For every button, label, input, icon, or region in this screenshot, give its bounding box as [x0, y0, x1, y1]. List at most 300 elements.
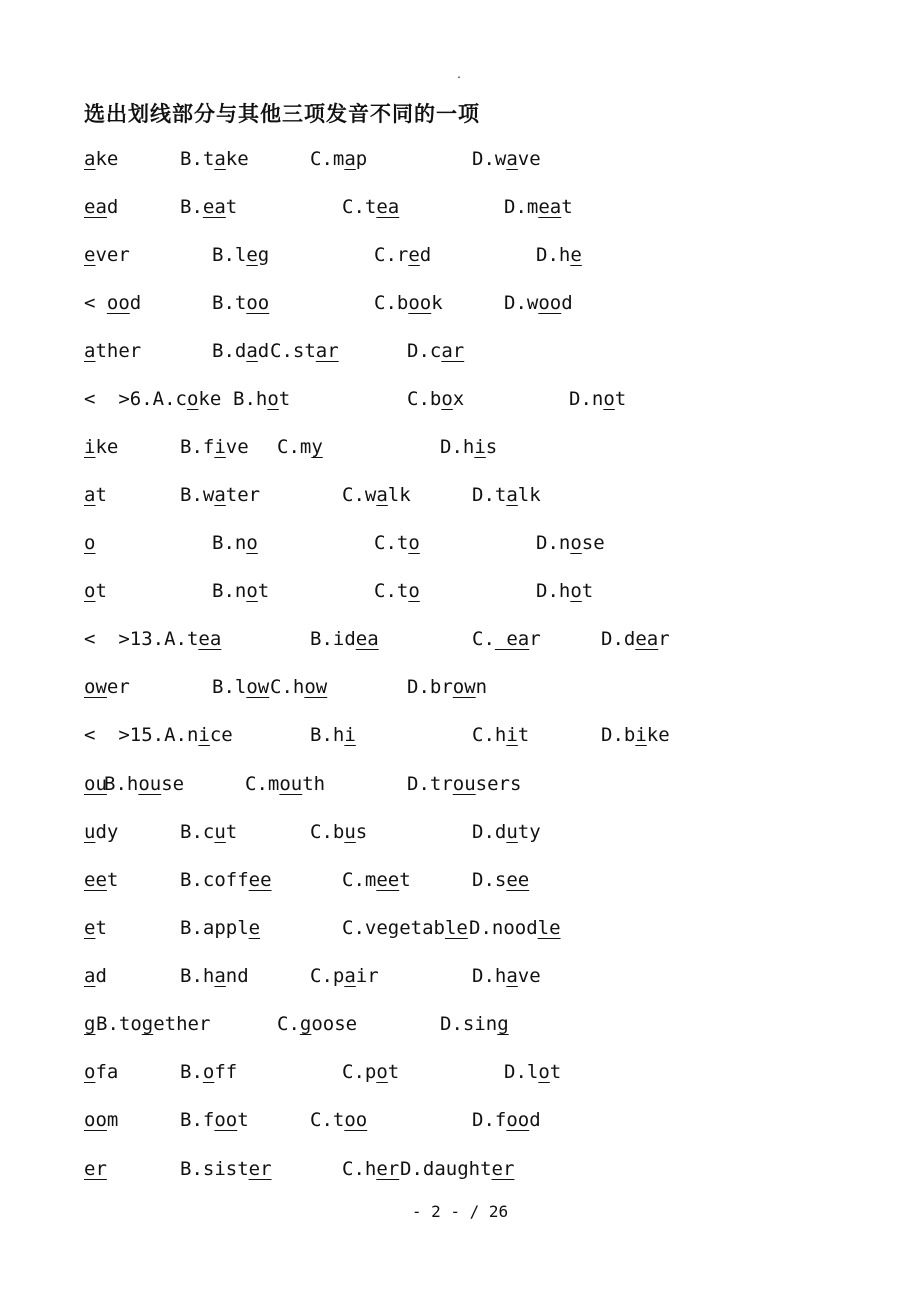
option-text-after: d [95, 965, 107, 987]
underlined-sound: a [84, 965, 96, 987]
question-row [0, 484, 920, 514]
underlined-sound: oo [344, 1109, 368, 1131]
underlined-sound: a [84, 340, 96, 362]
underlined-sound: ou [452, 773, 476, 795]
underlined-sound: ar [315, 340, 339, 362]
option-c [310, 821, 367, 843]
underlined-sound: ea [202, 196, 226, 218]
option-text-before: C.t [374, 580, 409, 602]
option-a [84, 340, 141, 362]
option-text-after: ir [355, 965, 379, 987]
option-c [310, 148, 367, 170]
option-text-before: C. [277, 1013, 300, 1035]
question-row [0, 1061, 920, 1091]
option-c [374, 244, 431, 266]
underlined-sound: oo [538, 292, 562, 314]
underlined-sound: o [84, 580, 96, 602]
underlined-sound: ow [304, 676, 328, 698]
option-text-before: C.b [407, 388, 442, 410]
question-row [0, 1013, 920, 1043]
underlined-sound: a [84, 484, 96, 506]
option-text-before: C.r [374, 244, 409, 266]
option-text-after: t [95, 917, 107, 939]
question-row [0, 580, 920, 610]
option-text-before: C.p [342, 1061, 377, 1083]
underlined-sound: g [497, 1013, 509, 1035]
option-b [180, 196, 237, 218]
option-c [310, 1109, 367, 1131]
option-a [84, 436, 118, 458]
option-text-after: d [129, 292, 142, 314]
underlined-sound: ee [248, 869, 272, 891]
option-text-after: dy [95, 821, 119, 843]
option-c [374, 580, 420, 602]
underlined-sound: o [186, 388, 199, 410]
option-a [84, 484, 107, 506]
option-text-after: t [95, 484, 107, 506]
underlined-sound: ea [538, 196, 562, 218]
question-row [0, 965, 920, 995]
option-text-before: D.nood [469, 917, 538, 939]
option-text-after: s [485, 436, 498, 458]
option-c [407, 388, 464, 410]
underlined-sound: a [506, 484, 518, 506]
option-text-before: D.w [472, 148, 507, 170]
underlined-sound: o [246, 580, 258, 602]
option-text-after: ff [214, 1061, 238, 1083]
option-a [84, 1158, 107, 1180]
option-text-after: ke [646, 724, 670, 746]
option-text-before: C.m [310, 148, 345, 170]
option-text-before: D.b [601, 724, 636, 746]
underlined-sound: o [603, 388, 615, 410]
question-row [0, 724, 920, 754]
underlined-sound: o [84, 1061, 96, 1083]
underlined-sound: a [344, 148, 356, 170]
option-b [212, 244, 269, 266]
question-row [0, 773, 920, 803]
underlined-sound: o [570, 580, 582, 602]
underlined-sound: ow [452, 676, 476, 698]
option-text-before: D.d [472, 821, 507, 843]
underlined-sound: o [570, 532, 582, 554]
option-text-after: ve [517, 965, 541, 987]
underlined-sound: oo [84, 1109, 107, 1131]
option-text-before: < >13.A.t [84, 628, 199, 650]
underlined-sound: oo [106, 292, 130, 314]
option-d [440, 1013, 509, 1035]
option-a [84, 532, 95, 554]
option-text-after: t [581, 580, 594, 602]
underlined-sound: er [376, 1158, 400, 1180]
option-text-after: se [581, 532, 605, 554]
option-text-after: ke [225, 148, 249, 170]
option-b [180, 484, 260, 506]
option-d [569, 388, 626, 410]
underlined-sound: ow [246, 676, 270, 698]
option-text-before: < >6.A.c [84, 388, 187, 410]
option-b [233, 388, 290, 410]
option-text-before: B.l [212, 676, 247, 698]
question-row [0, 196, 920, 226]
page-number: - 2 - / 26 [411, 1202, 509, 1221]
option-text-before: D.h [536, 244, 571, 266]
option-a [84, 388, 221, 410]
option-text-before: B.appl [180, 917, 249, 939]
underlined-sound: i [506, 724, 518, 746]
option-text-before: C.w [342, 484, 377, 506]
option-text-before: B.h [233, 388, 268, 410]
option-text-before: C.t [374, 532, 409, 554]
option-text-after: d [419, 244, 432, 266]
option-text-before: B. [180, 196, 203, 218]
question-row [0, 388, 920, 418]
option-text-after: lk [387, 484, 411, 506]
option-text-before: D.daught [400, 1158, 492, 1180]
option-text-after: t [106, 869, 119, 891]
option-d [469, 917, 561, 939]
option-a [84, 196, 118, 218]
option-text-after: t [257, 580, 270, 602]
option-text-before: D.h [472, 965, 507, 987]
option-text-before: D.tr [407, 773, 453, 795]
page-title: 选出划线部分与其他三项发音不同的一项 [84, 102, 480, 126]
option-b [180, 1158, 272, 1180]
option-d [472, 965, 541, 987]
option-text-after: oose [311, 1013, 358, 1035]
option-d [472, 869, 529, 891]
option-text-before: B.to [96, 1013, 142, 1035]
underlined-sound: ee [376, 869, 400, 891]
option-text-before: D.br [407, 676, 453, 698]
option-d [536, 244, 582, 266]
underlined-sound: er [84, 1158, 107, 1180]
underlined-sound: ou [138, 773, 162, 795]
underlined-sound: e [570, 244, 582, 266]
option-a [84, 580, 107, 602]
underlined-sound: e [246, 244, 258, 266]
option-text-before: D.t [472, 484, 507, 506]
option-b [310, 724, 356, 746]
option-text-after: ter [225, 484, 261, 506]
option-text-after: t [237, 1109, 249, 1131]
option-text-before: B.n [212, 532, 247, 554]
option-text-before: C.h [270, 676, 305, 698]
option-a [84, 676, 130, 698]
option-d [472, 1109, 541, 1131]
underlined-sound: ow [84, 676, 107, 698]
option-text-after: ve [517, 148, 541, 170]
option-text-before: C.t [310, 1109, 345, 1131]
option-text-before: B.c [180, 821, 215, 843]
question-row [0, 821, 920, 851]
underlined-sound: a [214, 484, 226, 506]
option-d [407, 340, 464, 362]
option-text-after: s [355, 821, 368, 843]
option-text-after: th [302, 773, 326, 795]
underlined-sound: g [141, 1013, 154, 1035]
option-text-before: D.h [536, 580, 571, 602]
option-text-after: fa [95, 1061, 119, 1083]
option-text-after: t [95, 580, 107, 602]
option-b [180, 917, 260, 939]
option-c [472, 724, 529, 746]
option-text-before: B.l [212, 244, 247, 266]
underlined-sound: u [84, 821, 96, 843]
option-text-after: t [614, 388, 627, 410]
underlined-sound: oo [214, 1109, 238, 1131]
option-text-before: C.m [277, 436, 312, 458]
option-c [270, 676, 327, 698]
underlined-sound: a [246, 340, 258, 362]
option-c [374, 532, 420, 554]
option-b [180, 148, 249, 170]
question-row [0, 340, 920, 370]
underlined-sound: i [198, 724, 210, 746]
underlined-sound: o [408, 580, 420, 602]
question-row [0, 628, 920, 658]
underlined-sound: ou [84, 773, 107, 795]
underlined-sound: le [537, 917, 561, 939]
underlined-sound: a [214, 148, 226, 170]
question-row [0, 869, 920, 899]
option-b [212, 580, 269, 602]
option-text-before: C.b [310, 821, 345, 843]
header-mark: . [456, 70, 463, 81]
option-d [407, 676, 487, 698]
option-text-after: er [106, 676, 130, 698]
option-text-after: n [475, 676, 488, 698]
option-d [472, 821, 541, 843]
option-a [84, 821, 118, 843]
option-text-before: B.f [180, 436, 215, 458]
option-c [374, 292, 443, 314]
option-b [212, 532, 258, 554]
option-text-before: D.n [536, 532, 571, 554]
option-b [310, 628, 379, 650]
underlined-sound: ea [198, 628, 222, 650]
option-a [84, 1061, 118, 1083]
underlined-sound: ar [441, 340, 465, 362]
question-row [0, 532, 920, 562]
option-text-after: sers [475, 773, 522, 795]
underlined-sound: y [311, 436, 323, 458]
underlined-sound: i [474, 436, 486, 458]
option-c [342, 1158, 399, 1180]
option-d [536, 580, 593, 602]
option-text-before: B.n [212, 580, 247, 602]
option-text-before: B.h [310, 724, 345, 746]
option-text-before: C.b [374, 292, 409, 314]
question-row [0, 148, 920, 178]
option-b [212, 340, 269, 362]
underlined-sound: o [246, 532, 258, 554]
underlined-sound: a [344, 965, 356, 987]
option-text-before: < [84, 292, 107, 314]
option-b [180, 1109, 249, 1131]
option-b [180, 436, 249, 458]
option-c [270, 340, 339, 362]
option-d [472, 484, 541, 506]
option-text-before: D.l [504, 1061, 539, 1083]
option-text-after: r [658, 628, 670, 650]
underlined-sound: e [84, 244, 96, 266]
option-text-after: d [106, 196, 119, 218]
underlined-sound: o [441, 388, 453, 410]
question-row [0, 1109, 920, 1139]
option-text-after: t [225, 821, 238, 843]
option-text-after: k [431, 292, 443, 314]
underlined-sound: a [506, 965, 518, 987]
underlined-sound: g [84, 1013, 96, 1035]
underlined-sound: a [506, 148, 518, 170]
option-text-after: t [225, 196, 238, 218]
option-text-before: C.p [310, 965, 345, 987]
option-text-before: C.t [342, 196, 377, 218]
option-text-before: B.w [180, 484, 215, 506]
option-text-after: r [529, 628, 541, 650]
underlined-sound: ea [355, 628, 379, 650]
underlined-sound: ea [494, 628, 530, 650]
underlined-sound: u [344, 821, 356, 843]
option-d [440, 436, 497, 458]
underlined-sound: g [299, 1013, 312, 1035]
underlined-sound: i [214, 436, 226, 458]
option-b [104, 773, 184, 795]
underlined-sound: ou [279, 773, 303, 795]
option-text-after: ther [95, 340, 142, 362]
option-a [84, 869, 118, 891]
underlined-sound: er [248, 1158, 272, 1180]
option-text-before: B.t [180, 148, 215, 170]
option-d [504, 292, 573, 314]
option-text-before: C.vegetab [342, 917, 445, 939]
option-text-before: D.d [601, 628, 636, 650]
option-text-before: C.m [245, 773, 280, 795]
option-a [84, 628, 221, 650]
option-text-before: B.f [180, 1109, 215, 1131]
option-c [277, 436, 323, 458]
option-text-after: nd [225, 965, 249, 987]
option-d [601, 628, 670, 650]
option-text-before: C.h [342, 1158, 377, 1180]
option-text-after: ve [225, 436, 249, 458]
option-text-before: < >15.A.n [84, 724, 199, 746]
option-d [601, 724, 670, 746]
option-c [277, 1013, 357, 1035]
question-row [0, 244, 920, 274]
question-row [0, 917, 920, 947]
underlined-sound: e [84, 917, 96, 939]
option-text-after: ce [209, 724, 233, 746]
option-d [407, 773, 521, 795]
option-text-before: D.c [407, 340, 442, 362]
option-text-before: D.w [504, 292, 539, 314]
option-text-before: C.m [342, 869, 377, 891]
option-c [472, 628, 541, 650]
option-b [180, 821, 237, 843]
option-text-after: d [257, 340, 270, 362]
underlined-sound: a [84, 148, 96, 170]
underlined-sound: le [444, 917, 468, 939]
option-b [180, 965, 249, 987]
option-text-after: d [529, 1109, 541, 1131]
option-a [84, 917, 107, 939]
option-a [84, 292, 141, 314]
option-text-before: B.coff [180, 869, 249, 891]
option-text-before: B.d [212, 340, 247, 362]
option-text-before: D.f [472, 1109, 507, 1131]
option-text-after: ke [95, 148, 119, 170]
underlined-sound: ee [84, 869, 107, 891]
underlined-sound: i [344, 724, 356, 746]
option-text-before: B.t [212, 292, 247, 314]
underlined-sound: i [84, 436, 96, 458]
option-text-after: t [387, 1061, 400, 1083]
option-text-before: B.h [180, 965, 215, 987]
underlined-sound: er [491, 1158, 515, 1180]
underlined-sound: oo [408, 292, 432, 314]
option-a [84, 244, 130, 266]
underlined-sound: a [214, 965, 226, 987]
question-row [0, 1158, 920, 1188]
option-text-after: lk [517, 484, 541, 506]
option-text-after: t [517, 724, 530, 746]
underlined-sound: o [408, 532, 420, 554]
option-c [342, 1061, 399, 1083]
option-a [84, 1013, 95, 1035]
option-d [400, 1158, 514, 1180]
option-text-before: D.n [569, 388, 604, 410]
option-text-after: t [399, 869, 411, 891]
underlined-sound: u [214, 821, 226, 843]
underlined-sound: oo [246, 292, 270, 314]
option-text-after: ke [198, 388, 222, 410]
option-text-after: t [549, 1061, 562, 1083]
option-d [536, 532, 605, 554]
option-text-after: x [452, 388, 465, 410]
option-c [342, 484, 411, 506]
question-row [0, 436, 920, 466]
underlined-sound: o [84, 532, 96, 554]
option-text-after: p [355, 148, 368, 170]
option-d [472, 148, 541, 170]
option-text-before: D.s [472, 869, 507, 891]
option-text-after: ver [95, 244, 130, 266]
option-text-before: B.h [104, 773, 139, 795]
question-row [0, 292, 920, 322]
option-b [180, 1061, 237, 1083]
underlined-sound: o [202, 1061, 215, 1083]
option-a [84, 965, 107, 987]
option-text-after: d [561, 292, 573, 314]
underlined-sound: i [635, 724, 647, 746]
option-text-before: D.sin [440, 1013, 498, 1035]
option-b [212, 292, 269, 314]
option-text-after: g [257, 244, 270, 266]
underlined-sound: ea [635, 628, 659, 650]
option-b [96, 1013, 210, 1035]
option-text-before: B.id [310, 628, 356, 650]
option-c [342, 917, 468, 939]
option-text-before: D.m [504, 196, 539, 218]
option-d [504, 1061, 561, 1083]
underlined-sound: o [538, 1061, 550, 1083]
option-text-before: B. [180, 1061, 203, 1083]
underlined-sound: e [248, 917, 261, 939]
underlined-sound: u [506, 821, 518, 843]
option-text-after: t [561, 196, 573, 218]
